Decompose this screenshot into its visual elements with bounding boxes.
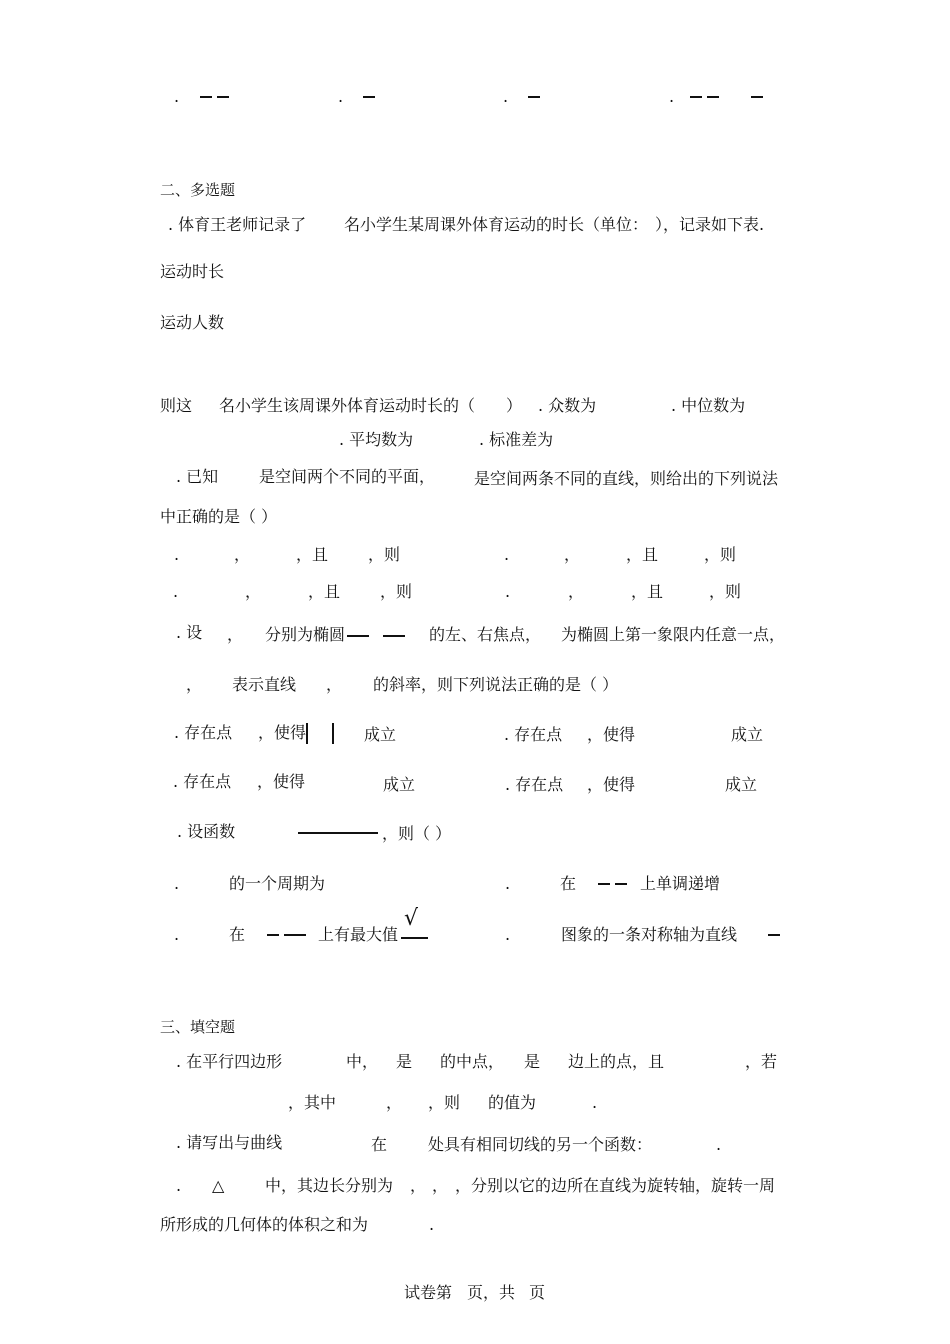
text: ， [410,1176,427,1195]
fraction-bar [615,883,627,885]
text: 成立 [364,725,397,744]
text: ，使得 [587,725,636,744]
option-d-marker: . [505,582,511,601]
text: 的中点， [440,1052,505,1071]
option-b: . 中位数为 [671,396,746,415]
option-c: . 平均数为 [339,430,414,449]
text: 是 [524,1052,541,1071]
text: 表示直线 [232,675,297,694]
text: ，且 [308,582,341,601]
option-b-marker: . [338,87,344,106]
text: ，则（ ） [382,824,452,843]
text: ， [326,675,343,694]
fraction-bar [768,934,780,936]
text: ， [186,675,203,694]
option-c-marker: . [503,87,509,106]
triangle-icon: △ [212,1176,225,1195]
section-title-multiple-choice: 二、多选题 [160,181,236,199]
text: 为椭圆上第一象限内任意一点， [561,625,786,644]
text: . 请写出与曲线 [176,1133,283,1152]
table-row-label-count: 运动人数 [160,313,225,332]
text: 边上的点，且 [568,1052,665,1071]
text: ， [386,1093,403,1112]
fraction-bar [383,635,405,637]
sqrt-icon: √ [404,906,419,931]
option-c-marker: . [173,582,179,601]
fraction-bar [284,934,306,936]
section-title-fill-in: 三、填空题 [160,1018,236,1036]
text: 是空间两条不同的直线，则给出的下列说法 [474,469,779,488]
option-c: . 存在点 [173,772,232,791]
option-a: . 众数为 [538,396,597,415]
fraction-bar [690,96,702,98]
text: 的斜率，则下列说法正确的是（ ） [373,675,619,694]
table-row-label-duration: 运动时长 [160,262,225,281]
text: 在 [229,925,246,944]
option-b: . 存在点 [504,725,563,744]
fraction-bar [751,96,763,98]
text: ，则 [709,582,742,601]
text: 处具有相同切线的另一个函数： [428,1135,653,1154]
text: ，则 [380,582,413,601]
text: 的值为 [488,1093,537,1112]
text: ），记录如下表. [655,215,765,234]
text: 图象的一条对称轴为直线 [561,925,738,944]
option-b-marker: . [504,545,510,564]
option-a-marker: . [174,545,180,564]
text: 的左、右焦点， [429,625,542,644]
footer-text: 试卷第 [404,1283,453,1302]
text: . [429,1215,435,1234]
text: 中，其边长分别为 [265,1176,394,1195]
text: ，则 [704,545,737,564]
text: . 在平行四边形 [176,1052,283,1071]
option-a-marker: . [174,87,180,106]
text: ， [564,545,581,564]
text: 成立 [725,775,758,794]
footer-text: 页 [529,1283,546,1302]
text: 中正确的是（ ） [160,507,278,526]
text: ，则 [428,1093,461,1112]
fraction-bar [363,96,375,98]
text: . [176,1176,182,1195]
fraction-bar [267,934,279,936]
fraction-bar [401,937,428,939]
absolute-value-bar [332,723,334,744]
text: 名小学生某周课外体育运动的时长（单位： [344,215,649,234]
text: 成立 [383,775,416,794]
text: . [592,1093,598,1112]
text: ， [568,582,585,601]
text: ，使得 [258,723,307,742]
option-d-marker: . [669,87,675,106]
text: 是 [396,1052,413,1071]
fraction-bar [217,96,229,98]
text: ） [506,396,523,415]
text: ，使得 [257,772,306,791]
option-c-marker: . [174,925,180,944]
text: ，若 [745,1052,778,1071]
text: ，使得 [587,775,636,794]
text: ， [245,582,262,601]
text: 上单调递增 [640,874,721,893]
text: . 体育王老师记录了 [168,215,307,234]
text: . 已知 [176,467,219,486]
fraction-bar [707,96,719,98]
text: . 设 [176,623,203,642]
text: ，且 [296,545,329,564]
text: 名小学生该周课外体育运动时长的（ [219,396,476,415]
text: ， [227,625,244,644]
text: 中， [346,1052,379,1071]
option-d: . 存在点 [505,775,564,794]
text: 则这 [160,396,193,415]
text: 上有最大值 [318,925,399,944]
option-b-marker: . [505,874,511,893]
option-d: . 标准差为 [479,430,554,449]
text: ，其中 [288,1093,337,1112]
text: 成立 [731,725,764,744]
text: ， [234,545,251,564]
fraction-bar [298,832,378,834]
text: 在 [560,874,577,893]
text: ，则 [368,545,401,564]
absolute-value-bar [306,723,308,744]
fraction-bar [528,96,540,98]
text: . [716,1135,722,1154]
option-a: . 存在点 [174,723,233,742]
text: 的一个周期为 [229,874,326,893]
text: 在 [371,1135,388,1154]
text: . 设函数 [177,822,236,841]
text: ，分别以它的边所在直线为旋转轴，旋转一周 [455,1176,776,1195]
option-d-marker: . [505,925,511,944]
text: ，且 [631,582,664,601]
option-a-marker: . [174,874,180,893]
text: ， [432,1176,449,1195]
fraction-bar [347,635,369,637]
text: ，且 [626,545,659,564]
fraction-bar [200,96,212,98]
text: 所形成的几何体的体积之和为 [160,1215,369,1234]
fraction-bar [598,883,610,885]
text: 分别为椭圆 [265,625,346,644]
footer-text: 页，共 [467,1283,516,1302]
text: 是空间两个不同的平面， [259,467,436,486]
